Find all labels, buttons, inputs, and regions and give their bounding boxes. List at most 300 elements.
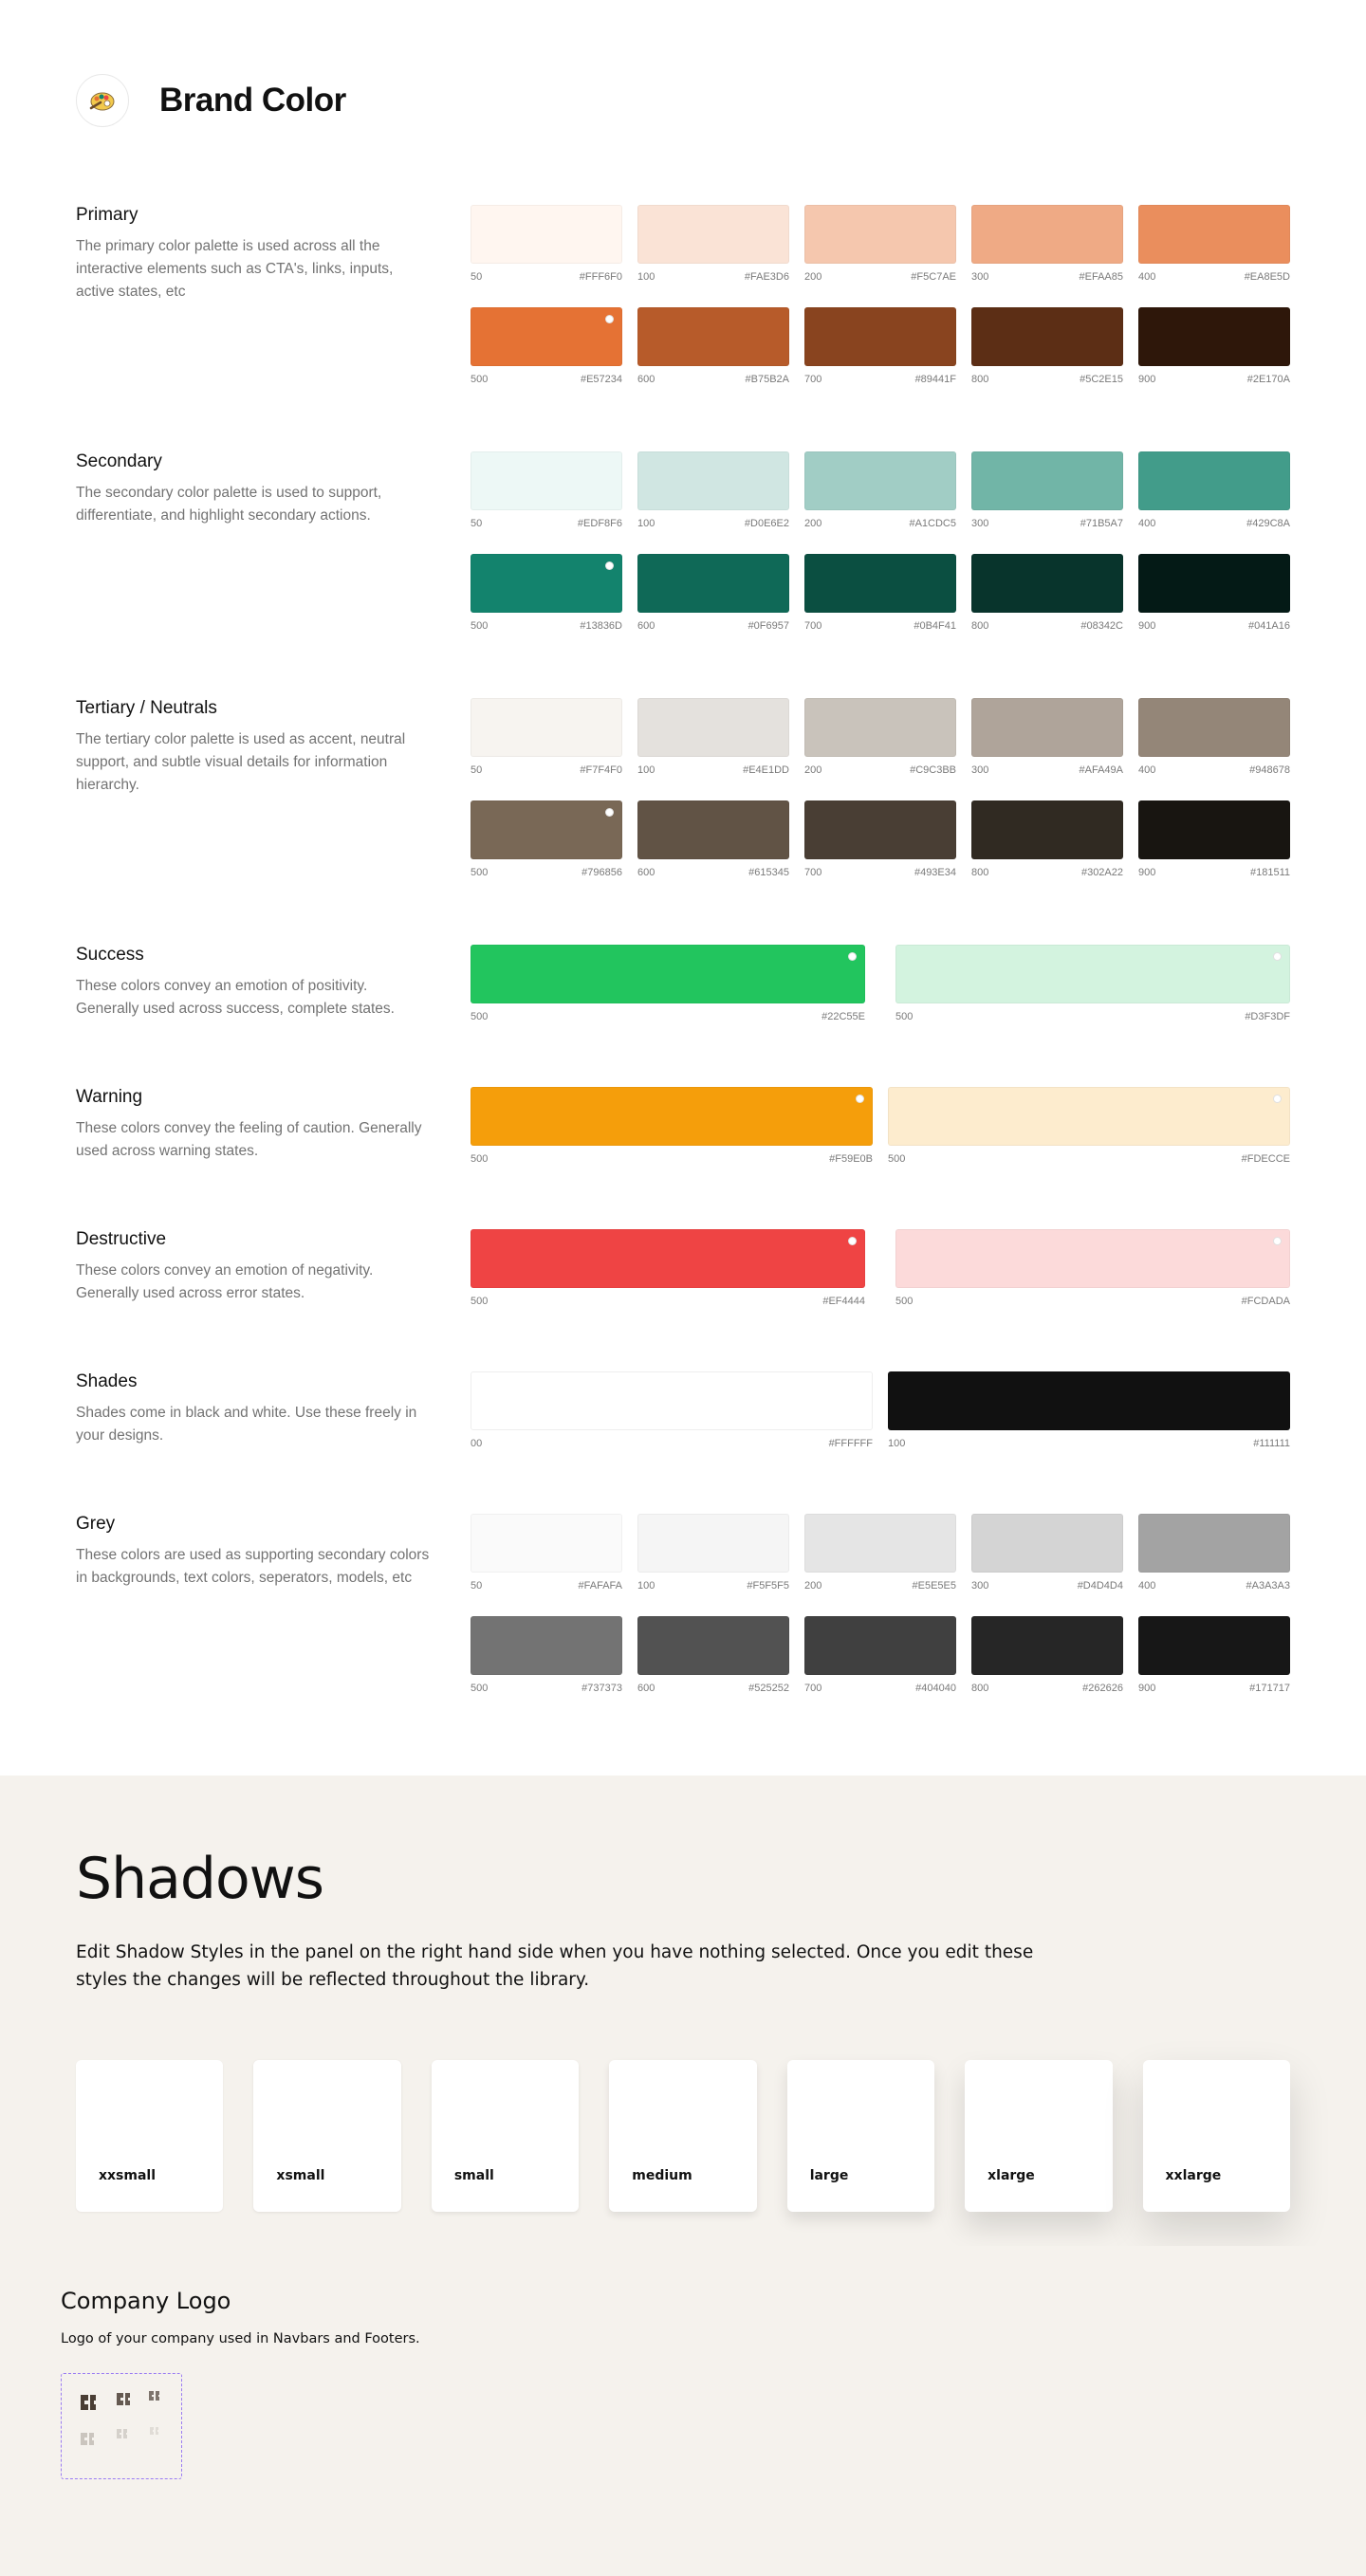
color-swatch[interactable] <box>804 451 956 529</box>
swatch-label <box>971 620 1123 632</box>
palette-description <box>76 1371 432 1447</box>
selected-indicator-icon <box>848 952 857 961</box>
swatch-grid <box>471 451 1290 632</box>
swatch-hex: #89441F <box>914 374 956 385</box>
swatch-step: 800 <box>971 374 989 385</box>
swatch-label <box>471 1296 865 1307</box>
swatch-label <box>471 867 622 878</box>
color-swatch[interactable] <box>888 1371 1290 1449</box>
color-swatch[interactable] <box>637 698 789 776</box>
swatch-label <box>804 1683 956 1694</box>
palette-description-text: Shades come in black and white. Use these freely in your designs. <box>76 1405 417 1444</box>
swatch-label <box>1138 1580 1290 1592</box>
swatch-label <box>637 271 789 283</box>
swatch-label <box>471 518 622 529</box>
selected-indicator-icon <box>1273 1237 1282 1245</box>
swatch-hex: #D0E6E2 <box>744 518 789 529</box>
palette-description-text: These colors convey an emotion of negativity. Generally used across error states. <box>76 1262 374 1301</box>
swatch-step: 700 <box>804 374 822 385</box>
swatch-hex: #493E34 <box>914 867 956 878</box>
swatch-hex: #404040 <box>915 1683 956 1694</box>
swatch-hex: #262626 <box>1082 1683 1123 1694</box>
company-logo-title: Company Logo <box>61 2288 231 2314</box>
color-chip[interactable] <box>971 554 1123 613</box>
swatch-hex: #2E170A <box>1246 374 1290 385</box>
swatch-step: 200 <box>804 1580 822 1592</box>
swatch-hex: #181511 <box>1249 867 1290 878</box>
swatch-hex: #F7F4F0 <box>580 764 622 776</box>
swatch-hex: #302A22 <box>1080 867 1123 878</box>
color-chip[interactable] <box>637 1616 789 1675</box>
palette-description <box>76 451 432 527</box>
color-swatch[interactable] <box>637 451 789 529</box>
palette-title: Grey <box>76 1514 116 1534</box>
swatch-step: 200 <box>804 271 822 283</box>
color-swatch[interactable] <box>804 698 956 776</box>
color-swatch[interactable] <box>971 205 1123 283</box>
color-swatch[interactable] <box>1138 205 1290 283</box>
color-chip[interactable] <box>888 1371 1290 1430</box>
swatch-label <box>637 620 789 632</box>
swatch-label <box>1138 867 1290 878</box>
shadow-card-xlarge[interactable] <box>965 2060 1112 2212</box>
color-chip[interactable] <box>637 1514 789 1573</box>
color-swatch[interactable] <box>471 698 622 776</box>
selected-indicator-icon <box>856 1095 864 1103</box>
color-swatch[interactable] <box>637 1514 789 1592</box>
swatch-step: 700 <box>804 1683 822 1694</box>
swatch-label <box>637 518 789 529</box>
color-swatch[interactable] <box>971 554 1123 632</box>
color-swatch[interactable] <box>637 800 789 878</box>
palette-description-text: The primary color palette is used across all the interactive elements such as CTA's, links, inputs, active states, etc <box>76 238 394 300</box>
swatch-label <box>804 764 956 776</box>
swatch-hex: #08342C <box>1080 620 1123 632</box>
swatch-label <box>1138 374 1290 385</box>
color-swatch[interactable] <box>471 1087 873 1165</box>
swatch-step: 500 <box>471 1153 489 1165</box>
shadows-section <box>0 1776 1366 2576</box>
swatch-hex: #FAE3D6 <box>744 271 789 283</box>
swatch-step: 900 <box>1138 1683 1156 1694</box>
color-swatch[interactable] <box>971 698 1123 776</box>
swatch-label <box>1138 620 1290 632</box>
shadow-card-large[interactable] <box>787 2060 934 2212</box>
color-swatch[interactable] <box>471 307 622 385</box>
swatch-step: 400 <box>1138 764 1156 776</box>
swatch-label <box>1138 271 1290 283</box>
color-chip[interactable] <box>471 945 865 1003</box>
swatch-label <box>971 764 1123 776</box>
swatch-step: 100 <box>637 764 655 776</box>
color-swatch[interactable] <box>971 451 1123 529</box>
swatch-label <box>888 1153 1290 1165</box>
color-swatch[interactable] <box>471 800 622 878</box>
color-swatch[interactable] <box>471 1616 622 1694</box>
swatch-step: 100 <box>637 518 655 529</box>
swatch-step: 00 <box>471 1438 483 1449</box>
swatch-label <box>804 620 956 632</box>
shadow-card-label: large <box>809 2168 849 2183</box>
swatch-step: 800 <box>971 620 989 632</box>
color-swatch[interactable] <box>1138 451 1290 529</box>
swatch-hex: #EF4444 <box>822 1296 865 1307</box>
shadow-card-label: xlarge <box>988 2168 1035 2183</box>
color-chip[interactable] <box>471 1371 873 1430</box>
swatch-hex: #615345 <box>748 867 789 878</box>
swatch-hex: #E5E5E5 <box>912 1580 956 1592</box>
swatch-label <box>971 271 1123 283</box>
swatch-grid <box>471 698 1290 878</box>
swatch-hex: #111111 <box>1253 1438 1290 1449</box>
swatch-hex: #FCDADA <box>1241 1296 1290 1307</box>
swatch-label <box>471 620 622 632</box>
swatch-step: 900 <box>1138 867 1156 878</box>
swatch-hex: #13836D <box>580 620 622 632</box>
color-swatch[interactable] <box>971 1514 1123 1592</box>
swatch-grid <box>471 945 1290 1022</box>
color-chip[interactable] <box>1138 800 1290 859</box>
color-swatch[interactable] <box>804 1616 956 1694</box>
palette-icon <box>76 74 129 127</box>
palette-description <box>76 1087 432 1163</box>
palette-description <box>76 945 432 1021</box>
color-swatch[interactable] <box>804 1514 956 1592</box>
swatch-step: 50 <box>471 764 483 776</box>
swatch-step: 200 <box>804 764 822 776</box>
palette-description-text: These colors convey the feeling of caution. Generally used across warning states. <box>76 1120 422 1159</box>
swatch-hex: #D4D4D4 <box>1077 1580 1123 1592</box>
color-chip[interactable] <box>895 1229 1290 1288</box>
swatch-label <box>637 1683 789 1694</box>
swatch-label <box>804 1580 956 1592</box>
swatch-grid <box>471 1229 1290 1307</box>
swatch-label <box>804 518 956 529</box>
swatch-step: 500 <box>895 1011 914 1022</box>
swatch-label <box>1138 518 1290 529</box>
color-chip[interactable] <box>971 1616 1123 1675</box>
color-swatch[interactable] <box>1138 800 1290 878</box>
shadow-card-label: xsmall <box>276 2168 325 2183</box>
palette-description-text: The tertiary color palette is used as accent, neutral support, and subtle visual details for information hierarchy. <box>76 731 406 793</box>
quote-logo-icon <box>62 2374 183 2480</box>
color-swatch[interactable] <box>971 800 1123 878</box>
swatch-hex: #FDECCE <box>1241 1153 1290 1165</box>
swatch-step: 700 <box>804 620 822 632</box>
palette-description <box>76 1514 432 1590</box>
selected-indicator-icon <box>605 808 614 817</box>
palette-description-text: The secondary color palette is used to support, differentiate, and highlight secondary actions. <box>76 485 382 524</box>
selected-indicator-icon <box>1273 1095 1282 1103</box>
selected-indicator-icon <box>848 1237 857 1245</box>
swatch-hex: #F59E0B <box>829 1153 873 1165</box>
swatch-step: 600 <box>637 374 655 385</box>
shadow-card-label: small <box>453 2168 494 2183</box>
shadows-description: Edit Shadow Styles in the panel on the right hand side when you have nothing selected. Once you edit these styles the changes will be reflected throughout the library. <box>76 1942 1034 1990</box>
color-swatch[interactable] <box>471 451 622 529</box>
swatch-grid <box>471 205 1290 385</box>
color-chip[interactable] <box>471 1087 873 1146</box>
swatch-step: 600 <box>637 1683 655 1694</box>
color-swatch[interactable] <box>637 1616 789 1694</box>
color-chip[interactable] <box>471 800 622 859</box>
palette-title: Destructive <box>76 1229 167 1249</box>
swatch-hex: #E4E1DD <box>743 764 789 776</box>
company-logo-description: Logo of your company used in Navbars and Footers. <box>61 2331 420 2346</box>
color-chip[interactable] <box>804 1514 956 1573</box>
selected-indicator-icon <box>605 315 614 323</box>
swatch-step: 500 <box>471 1296 489 1307</box>
color-chip[interactable] <box>971 800 1123 859</box>
swatch-step: 900 <box>1138 620 1156 632</box>
color-swatch[interactable] <box>471 205 622 283</box>
color-chip[interactable] <box>804 1616 956 1675</box>
swatch-label <box>1138 764 1290 776</box>
color-chip[interactable] <box>1138 307 1290 366</box>
color-swatch[interactable] <box>1138 1616 1290 1694</box>
color-swatch[interactable] <box>637 307 789 385</box>
swatch-label <box>971 374 1123 385</box>
color-chip[interactable] <box>471 1229 865 1288</box>
swatch-hex: #F5C7AE <box>911 271 956 283</box>
color-swatch[interactable] <box>471 1229 865 1307</box>
swatch-hex: #EA8E5D <box>1244 271 1290 283</box>
swatch-hex: #0B4F41 <box>914 620 956 632</box>
color-swatch[interactable] <box>1138 554 1290 632</box>
color-chip[interactable] <box>971 307 1123 366</box>
color-chip[interactable] <box>1138 1616 1290 1675</box>
swatch-hex: #429C8A <box>1246 518 1290 529</box>
swatch-step: 300 <box>971 518 989 529</box>
swatch-step: 100 <box>888 1438 906 1449</box>
swatch-step: 400 <box>1138 518 1156 529</box>
swatch-grid <box>471 1371 1290 1449</box>
selected-indicator-icon <box>1273 952 1282 961</box>
color-chip[interactable] <box>1138 698 1290 757</box>
color-chip[interactable] <box>471 307 622 366</box>
swatch-hex: #B75B2A <box>745 374 789 385</box>
swatch-hex: #AFA49A <box>1079 764 1123 776</box>
swatch-hex: #041A16 <box>1247 620 1290 632</box>
palette-description <box>76 1229 432 1305</box>
swatch-step: 400 <box>1138 271 1156 283</box>
swatch-label <box>471 271 622 283</box>
swatch-step: 400 <box>1138 1580 1156 1592</box>
palette-title: Success <box>76 945 144 965</box>
color-swatch[interactable] <box>471 1371 873 1449</box>
color-swatch[interactable] <box>804 205 956 283</box>
swatch-hex: #22C55E <box>821 1011 865 1022</box>
color-chip[interactable] <box>471 698 622 757</box>
swatch-label <box>1138 1683 1290 1694</box>
palette-description-text: These colors convey an emotion of positivity. Generally used across success, complete states. <box>76 978 395 1017</box>
palette-description <box>76 205 432 304</box>
swatch-hex: #0F6957 <box>748 620 789 632</box>
swatch-step: 200 <box>804 518 822 529</box>
palette-description-text: These colors are used as supporting secondary colors in backgrounds, text colors, seperators, models, etc <box>76 1547 430 1586</box>
color-chip[interactable] <box>971 205 1123 264</box>
color-swatch[interactable] <box>637 554 789 632</box>
color-chip[interactable] <box>804 800 956 859</box>
shadow-card-label: xxsmall <box>99 2168 157 2183</box>
color-swatch[interactable] <box>1138 1514 1290 1592</box>
color-chip[interactable] <box>1138 451 1290 510</box>
color-chip[interactable] <box>471 1616 622 1675</box>
swatch-label <box>471 1438 873 1449</box>
shadow-card-small[interactable] <box>432 2060 579 2212</box>
swatch-grid <box>471 1514 1290 1694</box>
shadow-card-xxlarge[interactable] <box>1143 2060 1290 2212</box>
swatch-label <box>637 1580 789 1592</box>
color-chip[interactable] <box>895 945 1290 1003</box>
shadow-card-label: xxlarge <box>1165 2168 1222 2183</box>
color-chip[interactable] <box>1138 554 1290 613</box>
swatch-label <box>804 271 956 283</box>
swatch-hex: #FFF6F0 <box>579 271 622 283</box>
swatch-step: 100 <box>637 1580 655 1592</box>
selected-indicator-icon <box>605 561 614 570</box>
swatch-step: 300 <box>971 271 989 283</box>
swatch-step: 300 <box>971 764 989 776</box>
swatch-label <box>637 867 789 878</box>
swatch-label <box>637 374 789 385</box>
swatch-hex: #EFAA85 <box>1079 271 1123 283</box>
swatch-hex: #FAFAFA <box>578 1580 622 1592</box>
swatch-label <box>804 867 956 878</box>
shadow-card-xxsmall[interactable] <box>76 2060 223 2212</box>
swatch-step: 300 <box>971 1580 989 1592</box>
color-chip[interactable] <box>804 554 956 613</box>
swatch-hex: #171717 <box>1249 1683 1290 1694</box>
company-logo-frame[interactable] <box>61 2373 182 2479</box>
swatch-grid <box>471 1087 1290 1165</box>
swatch-label <box>471 1683 622 1694</box>
color-swatch[interactable] <box>971 1616 1123 1694</box>
color-chip[interactable] <box>1138 205 1290 264</box>
color-chip[interactable] <box>637 307 789 366</box>
swatch-label <box>971 867 1123 878</box>
color-chip[interactable] <box>637 554 789 613</box>
swatch-hex: #C9C3BB <box>910 764 956 776</box>
color-chip[interactable] <box>471 554 622 613</box>
swatch-hex: #71B5A7 <box>1080 518 1123 529</box>
swatch-step: 50 <box>471 1580 483 1592</box>
color-swatch[interactable] <box>895 1229 1290 1307</box>
swatch-label <box>971 518 1123 529</box>
color-chip[interactable] <box>637 205 789 264</box>
swatch-step: 50 <box>471 518 483 529</box>
color-chip[interactable] <box>637 698 789 757</box>
color-swatch[interactable] <box>971 307 1123 385</box>
swatch-step: 100 <box>637 271 655 283</box>
shadow-card-label: medium <box>632 2168 692 2183</box>
shadow-card-medium[interactable] <box>609 2060 756 2212</box>
swatch-hex: #F5F5F5 <box>747 1580 789 1592</box>
swatch-hex: #796856 <box>581 867 622 878</box>
shadow-card-xsmall[interactable] <box>253 2060 400 2212</box>
swatch-hex: #A1CDC5 <box>909 518 956 529</box>
swatch-label <box>471 1153 873 1165</box>
swatch-hex: #EDF8F6 <box>577 518 622 529</box>
color-chip[interactable] <box>888 1087 1290 1146</box>
swatch-label <box>888 1438 1290 1449</box>
swatch-step: 600 <box>637 867 655 878</box>
color-swatch[interactable] <box>804 800 956 878</box>
swatch-hex: #525252 <box>748 1683 789 1694</box>
color-chip[interactable] <box>804 307 956 366</box>
color-swatch[interactable] <box>471 945 865 1022</box>
swatch-label <box>895 1011 1290 1022</box>
shadows-title: Shadows <box>76 1846 324 1912</box>
color-swatch[interactable] <box>888 1087 1290 1165</box>
color-swatch[interactable] <box>637 205 789 283</box>
swatch-step: 800 <box>971 867 989 878</box>
swatch-label <box>471 1011 865 1022</box>
color-chip[interactable] <box>971 1514 1123 1573</box>
swatch-step: 600 <box>637 620 655 632</box>
swatch-hex: #737373 <box>581 1683 622 1694</box>
swatch-hex: #D3F3DF <box>1245 1011 1290 1022</box>
swatch-label <box>971 1683 1123 1694</box>
color-chip[interactable] <box>471 1514 622 1573</box>
swatch-step: 700 <box>804 867 822 878</box>
swatch-step: 500 <box>471 620 489 632</box>
color-swatch[interactable] <box>471 554 622 632</box>
color-chip[interactable] <box>804 698 956 757</box>
color-swatch[interactable] <box>1138 307 1290 385</box>
palette-description <box>76 698 432 797</box>
color-swatch[interactable] <box>895 945 1290 1022</box>
color-chip[interactable] <box>471 451 622 510</box>
color-chip[interactable] <box>1138 1514 1290 1573</box>
swatch-hex: #E57234 <box>580 374 622 385</box>
color-chip[interactable] <box>971 451 1123 510</box>
swatch-hex: #5C2E15 <box>1080 374 1123 385</box>
color-chip[interactable] <box>637 451 789 510</box>
palette-title: Warning <box>76 1087 143 1107</box>
swatch-label <box>471 1580 622 1592</box>
swatch-hex: #A3A3A3 <box>1246 1580 1290 1592</box>
shadow-card-row <box>76 2060 1290 2212</box>
color-swatch[interactable] <box>804 307 956 385</box>
page-title: Brand Color <box>159 82 346 119</box>
swatch-step: 500 <box>895 1296 914 1307</box>
color-chip[interactable] <box>971 698 1123 757</box>
color-swatch[interactable] <box>804 554 956 632</box>
swatch-step: 500 <box>471 1683 489 1694</box>
color-chip[interactable] <box>637 800 789 859</box>
swatch-label <box>971 1580 1123 1592</box>
brand-color-header <box>76 74 346 127</box>
color-chip[interactable] <box>804 205 956 264</box>
swatch-step: 500 <box>888 1153 906 1165</box>
swatch-label <box>895 1296 1290 1307</box>
color-swatch[interactable] <box>471 1514 622 1592</box>
palette-title: Tertiary / Neutrals <box>76 698 217 718</box>
color-chip[interactable] <box>471 205 622 264</box>
swatch-step: 900 <box>1138 374 1156 385</box>
swatch-hex: #FFFFFF <box>828 1438 873 1449</box>
swatch-label <box>471 374 622 385</box>
palette-title: Primary <box>76 205 138 225</box>
color-swatch[interactable] <box>1138 698 1290 776</box>
swatch-step: 500 <box>471 1011 489 1022</box>
color-chip[interactable] <box>804 451 956 510</box>
swatch-step: 50 <box>471 271 483 283</box>
swatch-step: 500 <box>471 374 489 385</box>
swatch-label <box>804 374 956 385</box>
swatch-label <box>637 764 789 776</box>
